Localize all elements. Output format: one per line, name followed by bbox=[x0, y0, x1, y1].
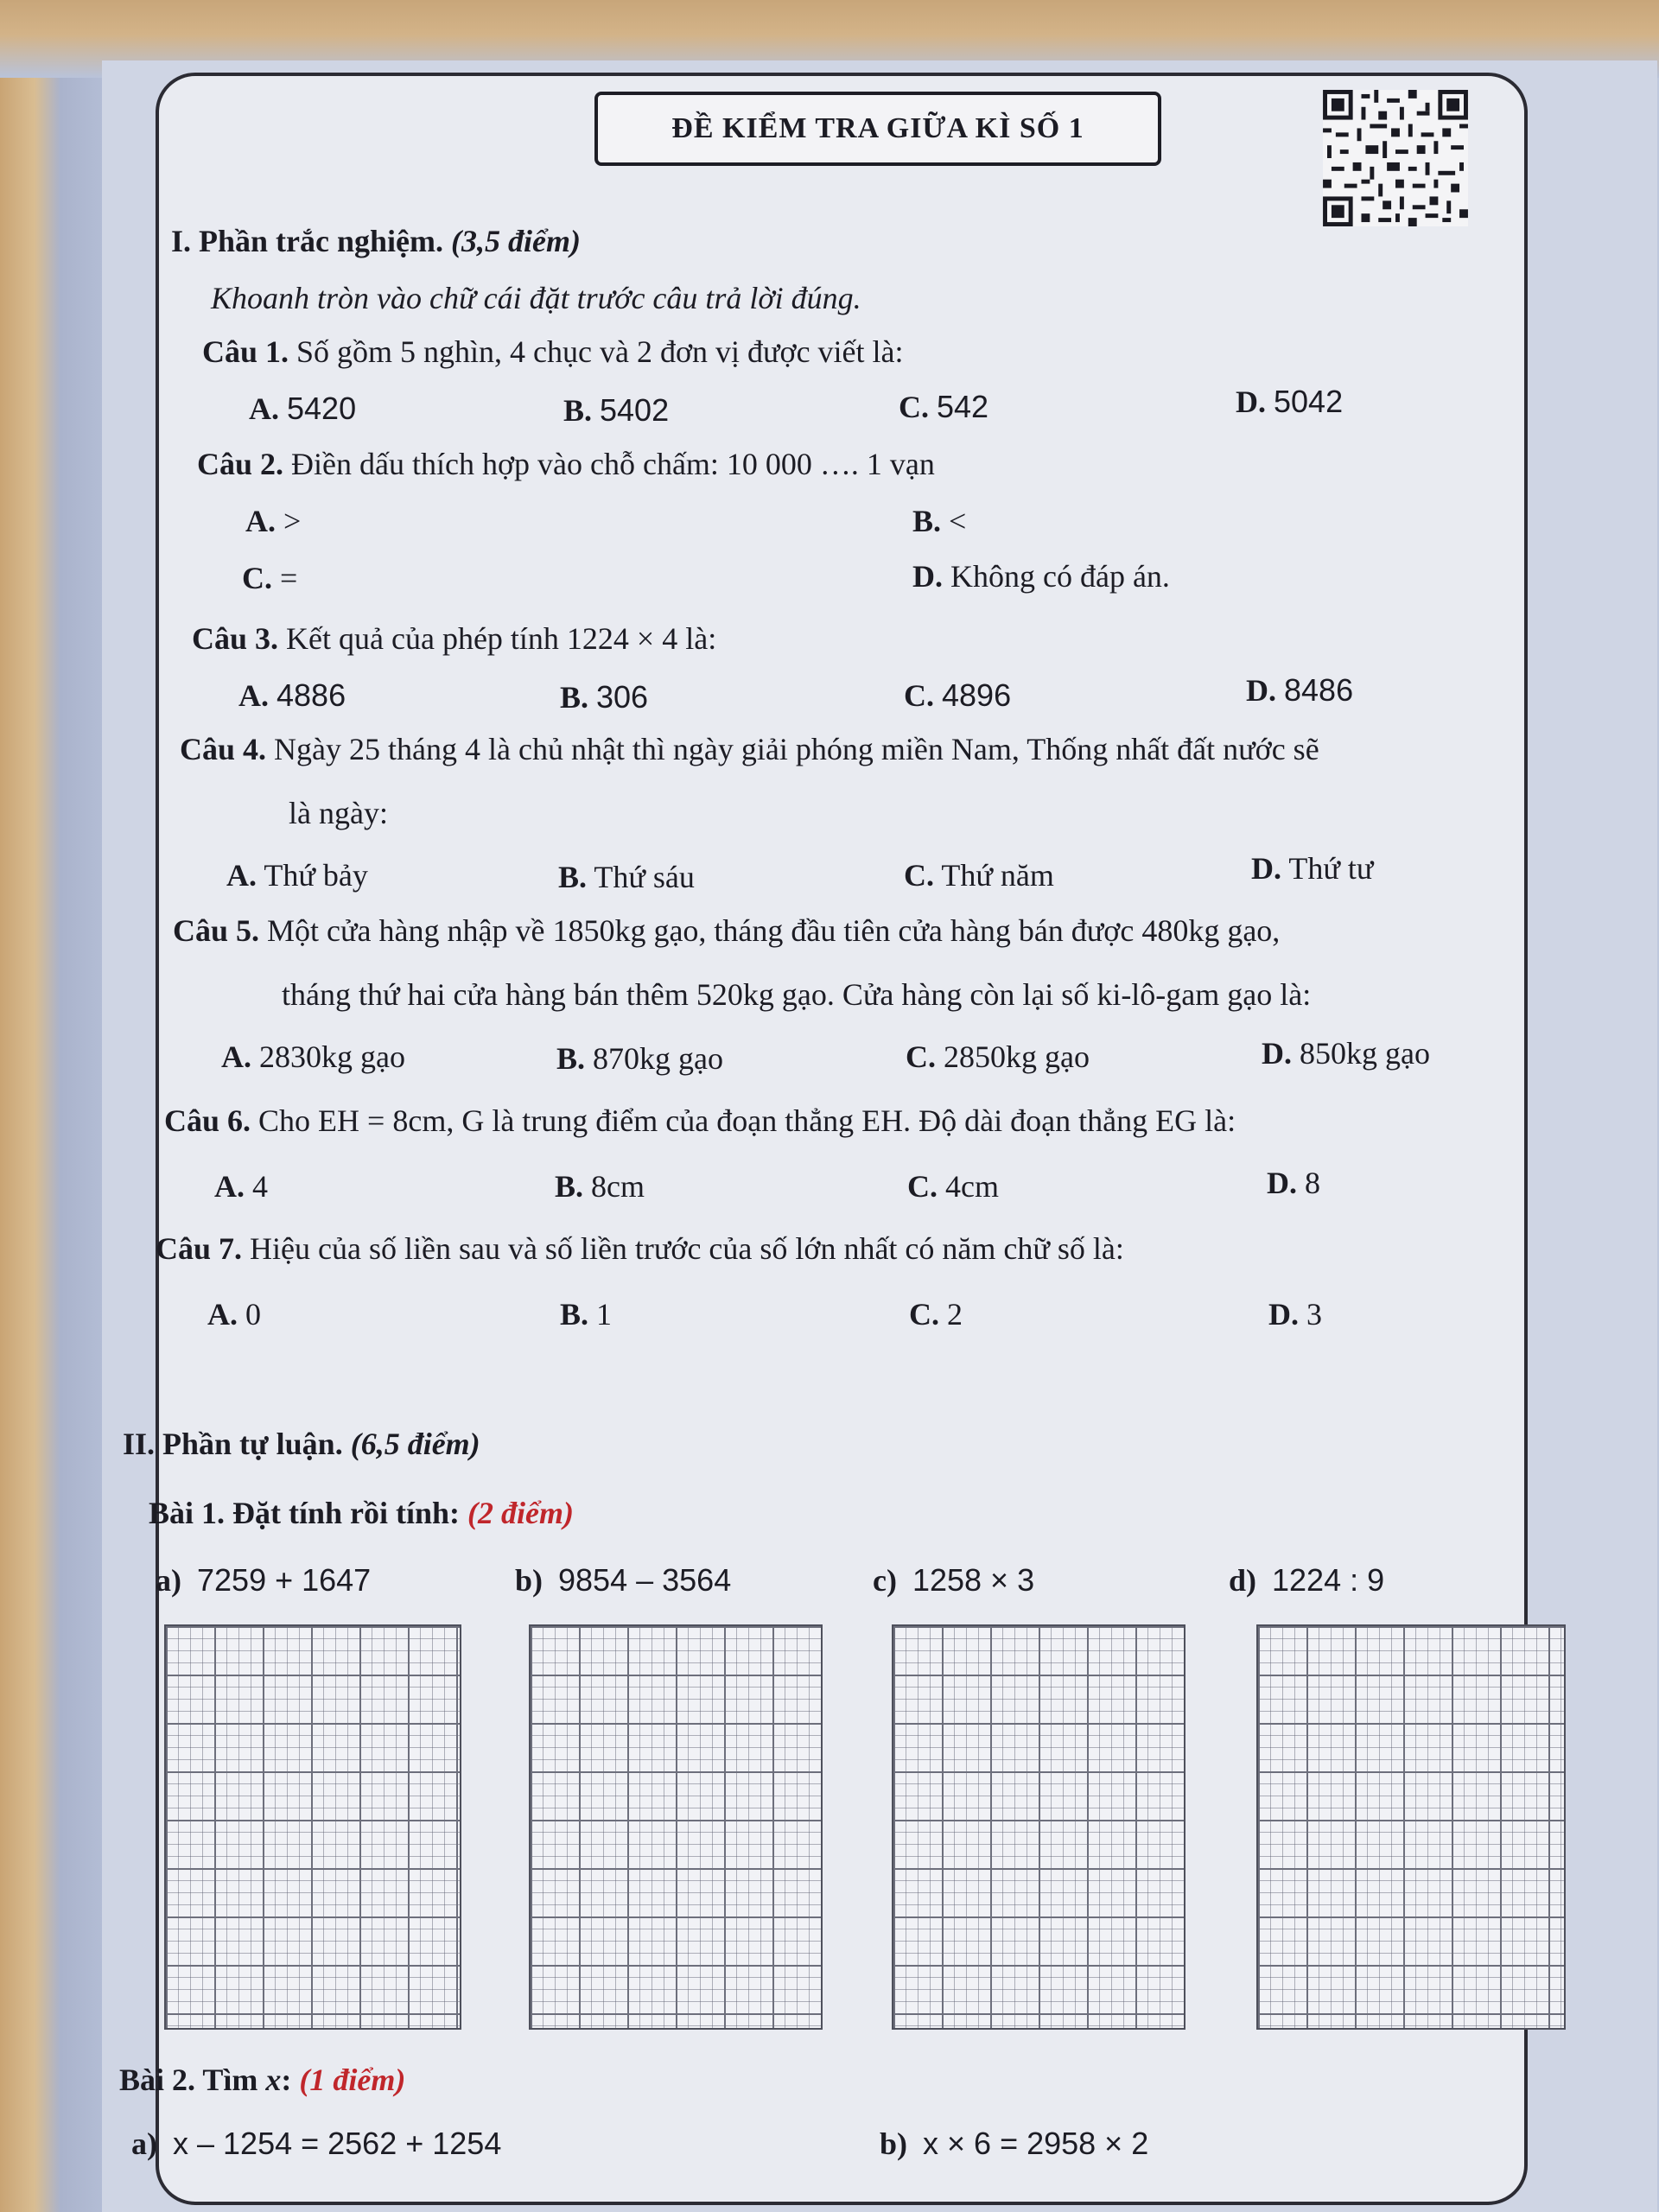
option-b[interactable]: B. 1 bbox=[560, 1297, 613, 1332]
answer-grid-c[interactable] bbox=[892, 1624, 1185, 2030]
option-a[interactable]: A. > bbox=[245, 504, 302, 538]
bai1-item-a: a) 7259 + 1647 bbox=[156, 1562, 372, 1598]
qr-code-icon bbox=[1322, 90, 1469, 226]
question-text: Cho EH = 8cm, G là trung điểm của đoạn thẳng EH. Độ dài đoạn thẳng EG là: bbox=[258, 1103, 1236, 1138]
option-d[interactable]: D. 8486 bbox=[1246, 672, 1354, 708]
question-text: Số gồm 5 nghìn, 4 chục và 2 đơn vị được viết là: bbox=[296, 334, 904, 369]
bai2-item-a: a) x – 1254 = 2562 + 1254 bbox=[131, 2126, 502, 2161]
question-label: Câu 7. bbox=[156, 1231, 243, 1266]
question-label: Câu 5. bbox=[173, 913, 260, 948]
question-7 bbox=[156, 1230, 1124, 1267]
option-c[interactable]: C. = bbox=[242, 561, 298, 595]
answer-grid-b[interactable] bbox=[529, 1624, 823, 2030]
question-text: Ngày 25 tháng 4 là chủ nhật thì ngày giải phóng miền Nam, Thống nhất đất nước sẽ bbox=[274, 732, 1319, 766]
option-a[interactable]: A. 0 bbox=[207, 1297, 261, 1332]
page-title: ĐỀ KIỂM TRA GIỮA KÌ SỐ 1 bbox=[594, 92, 1161, 166]
bai2-points: (1 điểm) bbox=[299, 2063, 406, 2097]
option-a[interactable]: A. 2830kg gạo bbox=[221, 1039, 405, 1074]
question-5-cont: tháng thứ hai cửa hàng bán thêm 520kg gạo. Cửa hàng còn lại số ki-lô-gam gạo là: bbox=[282, 977, 1312, 1012]
question-3 bbox=[192, 620, 716, 657]
option-c[interactable]: C. 2850kg gạo bbox=[906, 1039, 1090, 1074]
option-d[interactable]: D. 850kg gạo bbox=[1262, 1036, 1430, 1071]
option-a[interactable]: A. 4 bbox=[214, 1169, 268, 1204]
bai2-colon: : bbox=[281, 2063, 292, 2097]
question-label: Câu 3. bbox=[192, 621, 279, 656]
option-a[interactable]: A. 5420 bbox=[249, 391, 357, 426]
option-a[interactable]: A. 4886 bbox=[238, 677, 346, 713]
question-text: Một cửa hàng nhập về 1850kg gạo, tháng đầu tiên cửa hàng bán được 480kg gạo, bbox=[267, 913, 1281, 948]
option-c[interactable]: C. 4cm bbox=[907, 1169, 999, 1204]
bai1-item-b: b) 9854 – 3564 bbox=[515, 1562, 732, 1598]
part1-heading bbox=[171, 223, 581, 259]
question-4-cont: là ngày: bbox=[289, 796, 388, 830]
question-label: Câu 6. bbox=[164, 1103, 251, 1138]
part1-heading-text: I. Phần trắc nghiệm. bbox=[171, 224, 443, 258]
question-2 bbox=[197, 446, 935, 482]
option-d[interactable]: D. Thứ tư bbox=[1251, 851, 1374, 886]
bai2-var: x bbox=[265, 2063, 282, 2097]
part2-heading-text: II. Phần tự luận. bbox=[123, 1427, 343, 1461]
option-c[interactable]: C. 2 bbox=[909, 1297, 963, 1332]
option-b[interactable]: B. 306 bbox=[560, 679, 649, 715]
question-label: Câu 2. bbox=[197, 447, 284, 481]
question-text: Hiệu của số liền sau và số liền trước của số lớn nhất có năm chữ số là: bbox=[250, 1231, 1124, 1266]
part2-points: (6,5 điểm) bbox=[350, 1427, 480, 1461]
option-d[interactable]: D. 3 bbox=[1268, 1297, 1322, 1332]
question-6 bbox=[164, 1103, 1236, 1139]
bai1-points: (2 điểm) bbox=[467, 1496, 575, 1530]
option-c[interactable]: C. 542 bbox=[899, 389, 989, 424]
question-5 bbox=[173, 912, 1280, 949]
bai1-item-c: c) 1258 × 3 bbox=[873, 1562, 1035, 1598]
answer-grid-a[interactable] bbox=[164, 1624, 461, 2030]
question-4 bbox=[180, 731, 1319, 767]
option-d[interactable]: D. 5042 bbox=[1236, 384, 1344, 419]
question-label: Câu 4. bbox=[180, 732, 267, 766]
bai1-heading bbox=[149, 1495, 574, 1531]
answer-grid-d[interactable] bbox=[1256, 1624, 1566, 2030]
option-b[interactable]: B. Thứ sáu bbox=[558, 860, 695, 894]
option-d[interactable]: D. 8 bbox=[1267, 1166, 1320, 1200]
option-b[interactable]: B. < bbox=[912, 504, 967, 538]
bai2-heading bbox=[119, 2062, 405, 2098]
bai2-item-b: b) x × 6 = 2958 × 2 bbox=[880, 2126, 1149, 2161]
part1-instruction: Khoanh tròn vào chữ cái đặt trước câu trả lời đúng. bbox=[211, 281, 861, 315]
bai1-item-d: d) 1224 : 9 bbox=[1229, 1562, 1385, 1598]
option-b[interactable]: B. 870kg gạo bbox=[556, 1041, 723, 1076]
part1-points: (3,5 điểm) bbox=[451, 224, 581, 258]
option-c[interactable]: C. Thứ năm bbox=[904, 858, 1054, 893]
option-b[interactable]: B. 5402 bbox=[563, 392, 670, 428]
question-1 bbox=[202, 334, 904, 370]
option-b[interactable]: B. 8cm bbox=[555, 1169, 645, 1204]
question-text: Kết quả của phép tính 1224 × 4 là: bbox=[286, 621, 717, 656]
question-text: Điền dấu thích hợp vào chỗ chấm: 10 000 …. 1 vạn bbox=[291, 447, 935, 481]
bai2-label: Bài 2. Tìm bbox=[119, 2063, 258, 2097]
part2-heading bbox=[123, 1426, 480, 1462]
question-label: Câu 1. bbox=[202, 334, 289, 369]
option-c[interactable]: C. 4896 bbox=[904, 677, 1012, 713]
bai1-label: Bài 1. Đặt tính rồi tính: bbox=[149, 1496, 461, 1530]
option-a[interactable]: A. Thứ bảy bbox=[226, 858, 368, 893]
option-d[interactable]: D. Không có đáp án. bbox=[912, 559, 1170, 594]
